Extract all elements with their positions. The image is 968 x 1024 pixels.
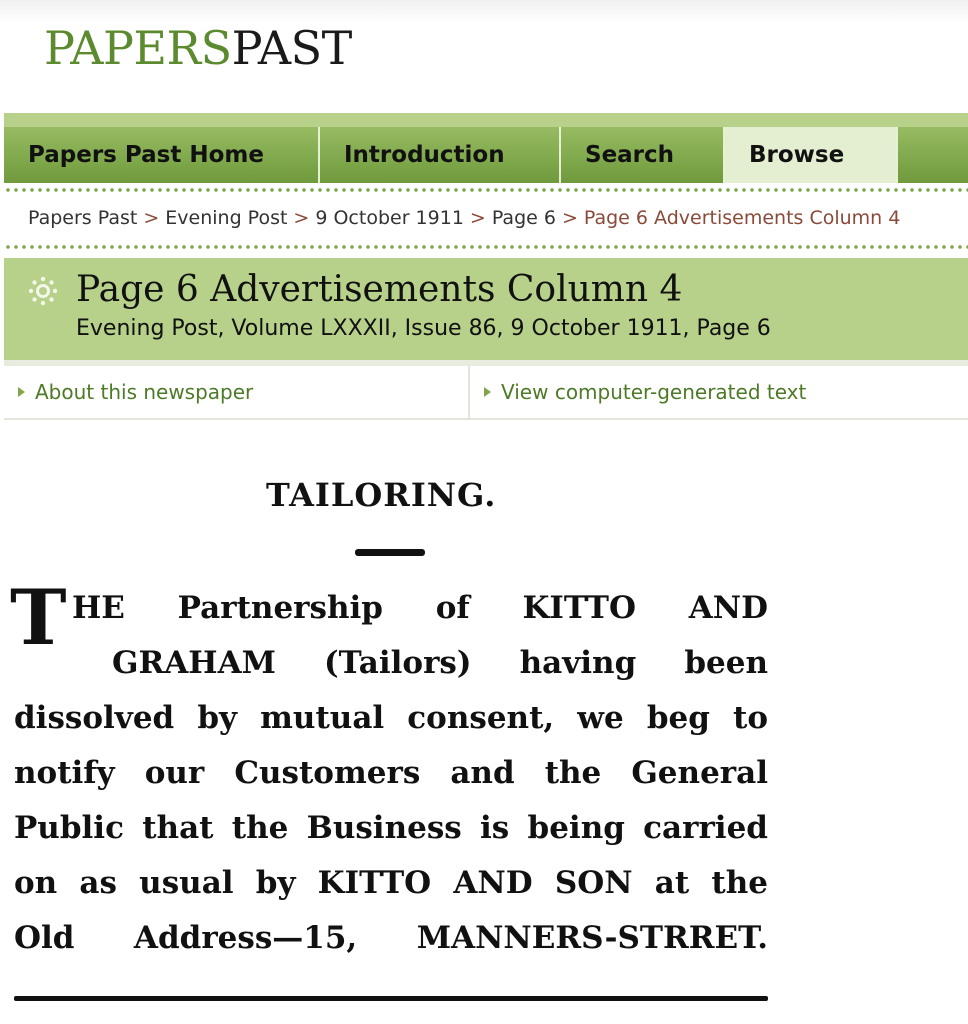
title-band bbox=[4, 258, 968, 360]
breadcrumb bbox=[28, 207, 900, 229]
newspaper-clipping bbox=[0, 440, 790, 1024]
page-title: Page 6 Advertisements Column 4 bbox=[76, 269, 683, 310]
page-subtitle: Evening Post, Volume LXXXII, Issue 86, 9 October 1911, Page 6 bbox=[76, 316, 771, 341]
dotted-divider bbox=[4, 244, 968, 250]
site-logo[interactable] bbox=[44, 22, 352, 74]
view-text-label: View computer-generated text bbox=[501, 380, 807, 404]
about-newspaper-link[interactable] bbox=[4, 366, 470, 418]
arrow-right-icon bbox=[18, 387, 25, 397]
about-newspaper-label: About this newspaper bbox=[35, 380, 254, 404]
clipping-line: Public that the Business is being carried bbox=[14, 810, 768, 846]
nav-introduction[interactable]: Introduction bbox=[320, 127, 561, 183]
breadcrumb-separator: > bbox=[561, 207, 578, 229]
breadcrumb-separator: > bbox=[143, 207, 160, 229]
logo-part-past: PAST bbox=[231, 21, 352, 75]
clipping-line: HE Partnership of KITTO AND bbox=[72, 590, 768, 626]
dotted-divider bbox=[4, 187, 968, 193]
breadcrumb-papers-past[interactable]: Papers Past bbox=[28, 207, 138, 229]
breadcrumb-evening-post[interactable]: Evening Post bbox=[165, 207, 288, 229]
clipping-line: notify our Customers and the General bbox=[14, 755, 768, 791]
breadcrumb-date[interactable]: 9 October 1911 bbox=[315, 207, 464, 229]
clipping-line: GRAHAM (Tailors) having been bbox=[112, 645, 768, 681]
clipping-line: dissolved by mutual consent, we beg to bbox=[14, 700, 768, 736]
breadcrumb-separator: > bbox=[469, 207, 486, 229]
nav-search[interactable]: Search bbox=[561, 127, 725, 183]
heading-rule bbox=[355, 549, 425, 556]
breadcrumb-current: Page 6 Advertisements Column 4 bbox=[583, 207, 901, 229]
breadcrumb-page[interactable]: Page 6 bbox=[491, 207, 556, 229]
nav-browse[interactable]: Browse bbox=[725, 127, 898, 183]
arrow-right-icon bbox=[484, 387, 491, 397]
nav-papers-past-home[interactable]: Papers Past Home bbox=[4, 127, 320, 183]
nav-top-strip bbox=[4, 113, 968, 127]
bottom-rule bbox=[14, 996, 768, 1001]
main-nav bbox=[4, 127, 968, 183]
drop-cap: T bbox=[10, 573, 67, 662]
breadcrumb-separator: > bbox=[293, 207, 310, 229]
clipping-heading: TAILORING. bbox=[266, 476, 497, 514]
article-links bbox=[4, 366, 968, 420]
view-text-link[interactable] bbox=[470, 366, 968, 418]
logo-part-papers: PAPERS bbox=[44, 21, 232, 75]
nav-filler bbox=[898, 127, 968, 183]
clipping-line: Old Address—15, MANNERS-STRRET. bbox=[14, 920, 768, 956]
clipping-line: on as usual by KITTO AND SON at the bbox=[14, 865, 768, 901]
sun-icon bbox=[28, 276, 58, 306]
